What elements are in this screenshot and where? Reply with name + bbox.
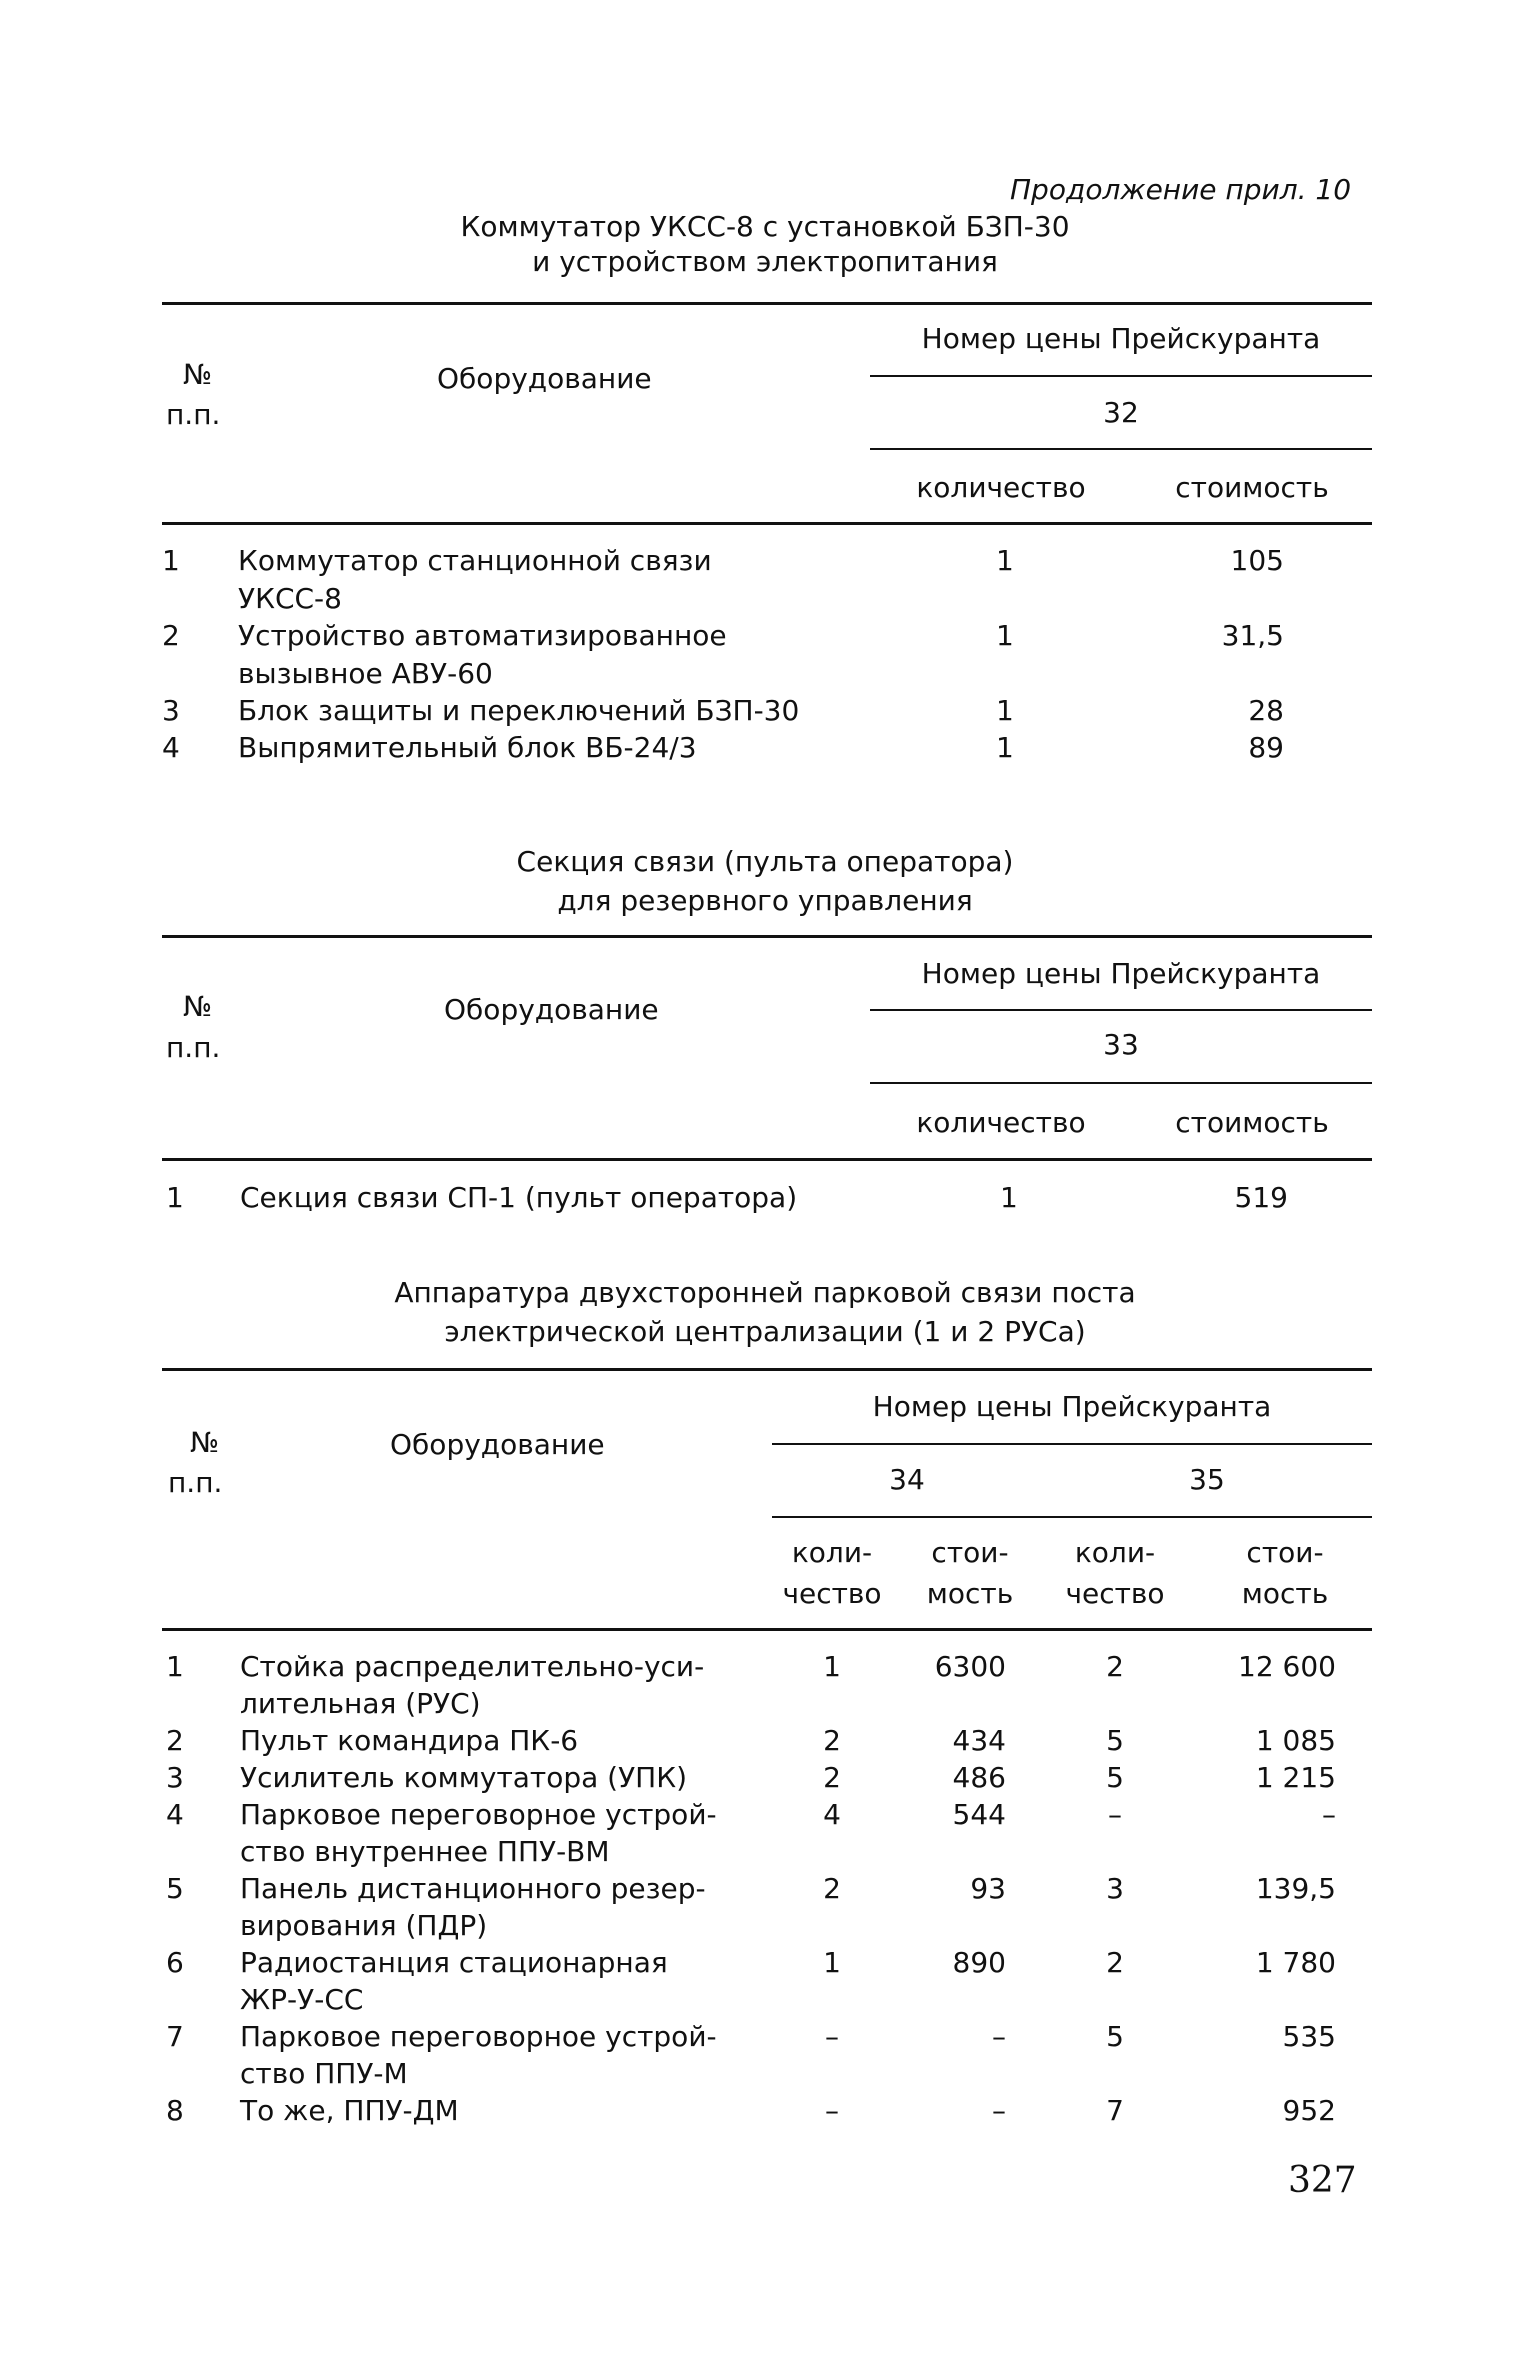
table-row-cost: 519 [1234, 1181, 1288, 1214]
table2-rule-subcols [870, 1082, 1372, 1084]
table1-title-line1: Коммутатор УКСС-8 с установкой БЗП-30 [460, 210, 1070, 243]
table-row-qty34: 2 [823, 1724, 841, 1757]
table-row-qty: 1 [996, 694, 1014, 727]
table-row-qty34: – [825, 2094, 839, 2127]
table3-col-qty35: коли- [1074, 1536, 1156, 1569]
table-row-no: 6 [166, 1946, 184, 1979]
table-row-cost: 89 [1248, 731, 1284, 764]
table1-col-no-sub: п.п. [166, 398, 221, 431]
table2-header-bottom-rule [162, 1158, 1372, 1161]
table3-price-number-35: 35 [1189, 1463, 1225, 1496]
table3-rule-subcols [772, 1516, 1372, 1518]
table3-title-line2: электрической централизации (1 и 2 РУСа) [444, 1315, 1086, 1348]
table3-title-line1: Аппаратура двухсторонней парковой связи поста [394, 1276, 1136, 1309]
table3-top-rule [162, 1368, 1372, 1371]
table-row-cost34: 544 [952, 1798, 1006, 1831]
table-row-cost35: 1 215 [1255, 1761, 1336, 1794]
table-row-name: Парковое переговорное устрой- [240, 2020, 717, 2053]
table3-col-cost35: стои- [1246, 1536, 1324, 1569]
table-row-qty35: 2 [1106, 1650, 1124, 1683]
table-row-no: 2 [162, 619, 180, 652]
table-row-no: 3 [162, 694, 180, 727]
table-row-cost35: 1 780 [1255, 1946, 1336, 1979]
table-row-name: Блок защиты и переключений БЗП-30 [238, 694, 800, 727]
table2-price-header: Номер цены Прейскуранта [921, 957, 1321, 990]
table-row-no: 5 [166, 1872, 184, 1905]
table-row-cost34: – [992, 2020, 1006, 2053]
table3-col-cost34: стои- [931, 1536, 1009, 1569]
table-row-no: 7 [166, 2020, 184, 2053]
table-row-no: 3 [166, 1761, 184, 1794]
table1-rule-price [870, 375, 1372, 377]
table-row-qty35: – [1108, 1798, 1122, 1831]
table-row-cost: 28 [1248, 694, 1284, 727]
table-row-qty35: 5 [1106, 2020, 1124, 2053]
table3-header-bottom-rule [162, 1628, 1372, 1631]
table-row-cost: 105 [1230, 544, 1284, 577]
table-row-qty: 1 [996, 731, 1014, 764]
table2-col-equipment: Оборудование [444, 993, 659, 1026]
table1-title-line2: и устройством электропитания [532, 245, 998, 278]
table1-col-cost: стоимость [1175, 471, 1329, 504]
table3-col-qty34: коли- [791, 1536, 873, 1569]
table-row-cost34: 890 [952, 1946, 1006, 1979]
table2-col-qty: количество [916, 1106, 1086, 1139]
table-row-cost34: 434 [952, 1724, 1006, 1757]
table-row-name-cont: вирования (ПДР) [240, 1909, 488, 1942]
table-row-name: Пульт командира ПК-6 [240, 1724, 579, 1757]
table1-header-bottom-rule [162, 522, 1372, 525]
table2-rule-price [870, 1009, 1372, 1011]
table1-col-no: № [183, 358, 213, 391]
table-row-qty: 1 [996, 619, 1014, 652]
continuation-note: Продолжение прил. 10 [1010, 173, 1352, 206]
table-row-cost34: 486 [952, 1761, 1006, 1794]
table3-price-number-34: 34 [889, 1463, 925, 1496]
table2-price-number: 33 [1103, 1028, 1139, 1061]
table-row-cost35: 12 600 [1238, 1650, 1336, 1683]
table3-col-cost35-cont: мость [1241, 1577, 1329, 1610]
table1-col-qty: количество [916, 471, 1086, 504]
table-row-cost: 31,5 [1221, 619, 1284, 652]
table-row-no: 1 [162, 544, 180, 577]
table2-col-no: № [183, 990, 213, 1023]
table-row-name: Устройство автоматизированное [238, 619, 727, 652]
table-row-name: Радиостанция стационарная [240, 1946, 668, 1979]
table3-rule-price [772, 1443, 1372, 1445]
table-row-name: Секция связи СП-1 (пульт оператора) [240, 1181, 798, 1214]
table-row-name-cont: ство ППУ-М [240, 2057, 408, 2090]
table-row-name-cont: вызывное АВУ-60 [238, 657, 493, 690]
table-row-name-cont: УКСС-8 [238, 582, 342, 615]
table3-col-equipment: Оборудование [390, 1428, 605, 1461]
table1-top-rule [162, 302, 1372, 305]
table-row-no: 1 [166, 1650, 184, 1683]
table-row-no: 2 [166, 1724, 184, 1757]
table-row-qty35: 2 [1106, 1946, 1124, 1979]
table-row-qty34: 2 [823, 1872, 841, 1905]
table-row-no: 4 [162, 731, 180, 764]
table-row-name-cont: ство внутреннее ППУ-ВМ [240, 1835, 610, 1868]
table-row-qty34: 4 [823, 1798, 841, 1831]
table-row-qty35: 7 [1106, 2094, 1124, 2127]
table-row-no: 4 [166, 1798, 184, 1831]
table2-col-no-sub: п.п. [166, 1031, 221, 1064]
table-row-cost34: 6300 [934, 1650, 1006, 1683]
table-row-cost34: – [992, 2094, 1006, 2127]
table3-col-no-sub: п.п. [168, 1466, 223, 1499]
table-row-qty35: 3 [1106, 1872, 1124, 1905]
table-row-cost34: 93 [970, 1872, 1006, 1905]
table1-rule-subcols [870, 448, 1372, 450]
table-row-qty34: 1 [823, 1650, 841, 1683]
table-row-cost35: – [1322, 1798, 1336, 1831]
table1-price-header: Номер цены Прейскуранта [921, 322, 1321, 355]
table-row-name: Коммутатор станционной связи [238, 544, 712, 577]
table3-col-no: № [190, 1426, 220, 1459]
table-row-qty: 1 [996, 544, 1014, 577]
table-row-name: Парковое переговорное устрой- [240, 1798, 717, 1831]
table-row-cost35: 535 [1282, 2020, 1336, 2053]
table-row-name: Панель дистанционного резер- [240, 1872, 706, 1905]
table1-col-equipment: Оборудование [437, 362, 652, 395]
table3-price-header: Номер цены Прейскуранта [872, 1390, 1272, 1423]
table-row-qty34: – [825, 2020, 839, 2053]
table-row-name: Стойка распределительно-уси- [240, 1650, 705, 1683]
table-row-name: То же, ППУ-ДМ [240, 2094, 459, 2127]
table-row-no: 8 [166, 2094, 184, 2127]
table-row-qty35: 5 [1106, 1761, 1124, 1794]
table-row-cost35: 1 085 [1255, 1724, 1336, 1757]
table-row-name-cont: ЖР-У-СС [240, 1983, 364, 2016]
table2-title-line2: для резервного управления [557, 884, 973, 917]
table-row-qty34: 1 [823, 1946, 841, 1979]
table-row-qty: 1 [1000, 1181, 1018, 1214]
page-number: 327 [1288, 2160, 1357, 2201]
table-row-name: Выпрямительный блок ВБ-24/3 [238, 731, 697, 764]
table2-col-cost: стоимость [1175, 1106, 1329, 1139]
table3-col-qty35-cont: чество [1065, 1577, 1165, 1610]
table-row-qty35: 5 [1106, 1724, 1124, 1757]
table-row-name-cont: лительная (РУС) [240, 1687, 481, 1720]
table1-price-number: 32 [1103, 396, 1139, 429]
table-row-name: Усилитель коммутатора (УПК) [240, 1761, 688, 1794]
table2-title-line1: Секция связи (пульта оператора) [516, 845, 1014, 878]
table-row-no: 1 [166, 1181, 184, 1214]
table-row-cost35: 139,5 [1255, 1872, 1336, 1905]
table-row-qty34: 2 [823, 1761, 841, 1794]
table3-col-qty34-cont: чество [782, 1577, 882, 1610]
table-row-cost35: 952 [1282, 2094, 1336, 2127]
table2-top-rule [162, 935, 1372, 938]
table3-col-cost34-cont: мость [926, 1577, 1014, 1610]
